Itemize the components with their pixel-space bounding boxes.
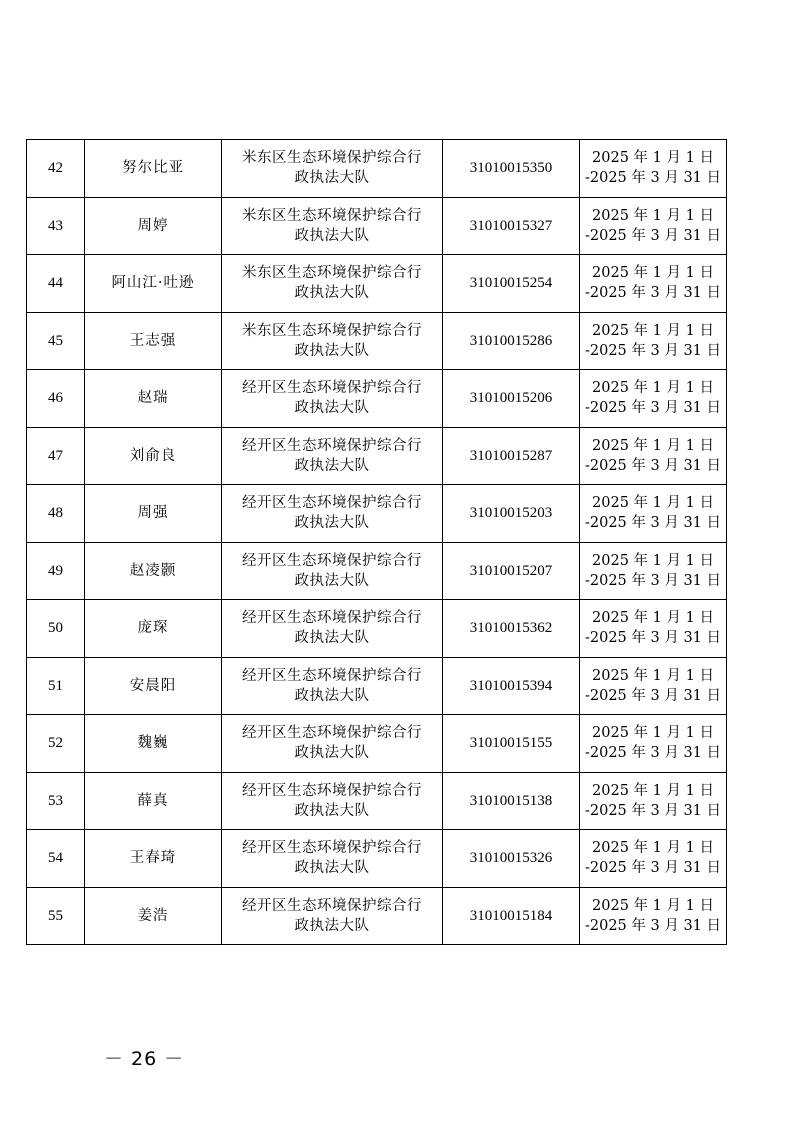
period-start: 2025 年 1 月 1 日	[592, 380, 714, 397]
table-body	[27, 140, 727, 945]
row-number-cell	[27, 772, 85, 830]
unit-line-2: 政执法大队	[294, 342, 370, 359]
period-start: 2025 年 1 月 1 日	[592, 207, 714, 224]
unit-line-2: 政执法大队	[294, 515, 370, 532]
period-end: -2025 年 3 月 31 日	[584, 227, 722, 244]
certificate-number: 31010015362	[469, 620, 553, 637]
name-cell	[85, 197, 222, 255]
row-number: 47	[48, 447, 63, 464]
validity-period-cell	[580, 542, 727, 600]
period-start: 2025 年 1 月 1 日	[592, 495, 714, 512]
period-end: -2025 年 3 月 31 日	[584, 515, 722, 532]
unit-line-1: 经开区生态环境保护综合行	[242, 380, 422, 397]
period-end: -2025 年 3 月 31 日	[584, 400, 722, 417]
period-start: 2025 年 1 月 1 日	[592, 840, 714, 857]
validity-period-cell	[580, 197, 727, 255]
unit-line-1: 米东区生态环境保护综合行	[242, 322, 422, 339]
name-cell	[85, 485, 222, 543]
period-start: 2025 年 1 月 1 日	[592, 150, 714, 167]
certificate-number: 31010015155	[469, 735, 553, 752]
certificate-number-cell	[443, 830, 580, 888]
period-end: -2025 年 3 月 31 日	[584, 917, 722, 934]
unit-line-1: 米东区生态环境保护综合行	[242, 265, 422, 282]
unit-cell	[222, 657, 443, 715]
row-number-cell	[27, 197, 85, 255]
unit-cell	[222, 887, 443, 945]
certificate-number: 31010015207	[469, 562, 553, 579]
row-number-cell	[27, 485, 85, 543]
unit-line-1: 经开区生态环境保护综合行	[242, 840, 422, 857]
period-start: 2025 年 1 月 1 日	[592, 897, 714, 914]
person-name: 赵瑞	[137, 390, 169, 407]
period-start: 2025 年 1 月 1 日	[592, 725, 714, 742]
table-row	[27, 830, 727, 888]
table-row	[27, 312, 727, 370]
unit-line-1: 米东区生态环境保护综合行	[242, 150, 422, 167]
unit-line-2: 政执法大队	[294, 802, 370, 819]
certificate-number-cell	[443, 715, 580, 773]
unit-line-2: 政执法大队	[294, 285, 370, 302]
person-name: 王志强	[129, 332, 177, 349]
period-end: -2025 年 3 月 31 日	[584, 572, 722, 589]
person-name: 周婷	[137, 217, 169, 234]
unit-line-1: 经开区生态环境保护综合行	[242, 667, 422, 684]
validity-period-cell	[580, 427, 727, 485]
unit-cell	[222, 715, 443, 773]
unit-line-2: 政执法大队	[294, 572, 370, 589]
table-row	[27, 657, 727, 715]
row-number: 53	[48, 792, 63, 809]
unit-line-2: 政执法大队	[294, 860, 370, 877]
validity-period-cell	[580, 255, 727, 313]
person-name: 安晨阳	[129, 677, 177, 694]
unit-line-1: 经开区生态环境保护综合行	[242, 725, 422, 742]
period-end: -2025 年 3 月 31 日	[584, 457, 722, 474]
certificate-number-cell	[443, 657, 580, 715]
unit-line-1: 经开区生态环境保护综合行	[242, 610, 422, 627]
certificate-number: 31010015203	[469, 505, 553, 522]
unit-line-2: 政执法大队	[294, 630, 370, 647]
row-number: 50	[48, 620, 63, 637]
person-name: 魏巍	[137, 735, 169, 752]
unit-line-1: 经开区生态环境保护综合行	[242, 897, 422, 914]
certificate-number-cell	[443, 255, 580, 313]
unit-cell	[222, 485, 443, 543]
row-number-cell	[27, 600, 85, 658]
unit-line-2: 政执法大队	[294, 457, 370, 474]
certificate-number: 31010015326	[469, 850, 553, 867]
row-number: 46	[48, 390, 63, 407]
unit-cell	[222, 600, 443, 658]
row-number: 51	[48, 677, 63, 694]
validity-period-cell	[580, 772, 727, 830]
name-cell	[85, 312, 222, 370]
period-start: 2025 年 1 月 1 日	[592, 667, 714, 684]
row-number: 42	[48, 160, 63, 177]
period-end: -2025 年 3 月 31 日	[584, 687, 722, 704]
period-start: 2025 年 1 月 1 日	[592, 610, 714, 627]
row-number-cell	[27, 312, 85, 370]
period-start: 2025 年 1 月 1 日	[592, 265, 714, 282]
certificate-number-cell	[443, 600, 580, 658]
table-row	[27, 542, 727, 600]
row-number: 52	[48, 735, 63, 752]
certificate-number-cell	[443, 370, 580, 428]
period-start: 2025 年 1 月 1 日	[592, 782, 714, 799]
period-end: -2025 年 3 月 31 日	[584, 802, 722, 819]
table-row	[27, 772, 727, 830]
person-name: 周强	[137, 505, 169, 522]
period-end: -2025 年 3 月 31 日	[584, 745, 722, 762]
unit-cell	[222, 427, 443, 485]
name-cell	[85, 542, 222, 600]
unit-cell	[222, 772, 443, 830]
name-cell	[85, 657, 222, 715]
row-number: 43	[48, 217, 63, 234]
table-row	[27, 197, 727, 255]
certificate-number: 31010015206	[469, 390, 553, 407]
certificate-number: 31010015287	[469, 447, 553, 464]
period-end: -2025 年 3 月 31 日	[584, 170, 722, 187]
validity-period-cell	[580, 887, 727, 945]
person-name: 赵凌颢	[129, 562, 177, 579]
name-cell	[85, 255, 222, 313]
certificate-number: 31010015350	[469, 160, 553, 177]
row-number-cell	[27, 887, 85, 945]
row-number: 49	[48, 562, 63, 579]
person-name: 薛真	[137, 792, 169, 809]
unit-cell	[222, 542, 443, 600]
validity-period-cell	[580, 600, 727, 658]
unit-cell	[222, 255, 443, 313]
certificate-number-cell	[443, 542, 580, 600]
unit-cell	[222, 312, 443, 370]
table-row	[27, 255, 727, 313]
person-name: 努尔比亚	[122, 160, 184, 177]
unit-cell	[222, 370, 443, 428]
row-number-cell	[27, 427, 85, 485]
period-start: 2025 年 1 月 1 日	[592, 437, 714, 454]
table-row	[27, 600, 727, 658]
unit-line-2: 政执法大队	[294, 227, 370, 244]
row-number-cell	[27, 715, 85, 773]
unit-line-2: 政执法大队	[294, 745, 370, 762]
table-row	[27, 370, 727, 428]
unit-line-2: 政执法大队	[294, 400, 370, 417]
period-end: -2025 年 3 月 31 日	[584, 860, 722, 877]
unit-line-2: 政执法大队	[294, 687, 370, 704]
certificate-number: 31010015184	[469, 907, 553, 924]
name-cell	[85, 140, 222, 198]
row-number: 44	[48, 275, 63, 292]
person-name: 王春琦	[129, 850, 177, 867]
page-number: － 26 －	[104, 1048, 185, 1070]
unit-line-1: 经开区生态环境保护综合行	[242, 437, 422, 454]
certificate-number: 31010015286	[469, 332, 553, 349]
unit-cell	[222, 830, 443, 888]
certificate-number: 31010015254	[469, 275, 553, 292]
person-name: 阿山江·吐逊	[111, 275, 195, 292]
unit-cell	[222, 197, 443, 255]
period-end: -2025 年 3 月 31 日	[584, 342, 722, 359]
name-cell	[85, 370, 222, 428]
row-number-cell	[27, 542, 85, 600]
name-cell	[85, 830, 222, 888]
personnel-table	[26, 139, 727, 945]
period-start: 2025 年 1 月 1 日	[592, 552, 714, 569]
row-number: 48	[48, 505, 63, 522]
name-cell	[85, 887, 222, 945]
table-row	[27, 887, 727, 945]
validity-period-cell	[580, 485, 727, 543]
table-row	[27, 485, 727, 543]
row-number-cell	[27, 657, 85, 715]
person-name: 庞琛	[137, 620, 169, 637]
row-number: 54	[48, 850, 63, 867]
certificate-number-cell	[443, 140, 580, 198]
period-start: 2025 年 1 月 1 日	[592, 322, 714, 339]
person-name: 姜浩	[137, 907, 169, 924]
certificate-number-cell	[443, 887, 580, 945]
name-cell	[85, 427, 222, 485]
validity-period-cell	[580, 715, 727, 773]
unit-line-1: 米东区生态环境保护综合行	[242, 207, 422, 224]
table-row	[27, 427, 727, 485]
row-number: 45	[48, 332, 63, 349]
name-cell	[85, 600, 222, 658]
unit-line-1: 经开区生态环境保护综合行	[242, 495, 422, 512]
certificate-number: 31010015394	[469, 677, 553, 694]
unit-cell	[222, 140, 443, 198]
unit-line-2: 政执法大队	[294, 170, 370, 187]
period-end: -2025 年 3 月 31 日	[584, 285, 722, 302]
row-number-cell	[27, 140, 85, 198]
name-cell	[85, 715, 222, 773]
certificate-number: 31010015138	[469, 792, 553, 809]
row-number: 55	[48, 907, 63, 924]
certificate-number-cell	[443, 485, 580, 543]
certificate-number-cell	[443, 772, 580, 830]
row-number-cell	[27, 370, 85, 428]
validity-period-cell	[580, 657, 727, 715]
table-row	[27, 140, 727, 198]
row-number-cell	[27, 255, 85, 313]
row-number-cell	[27, 830, 85, 888]
certificate-number-cell	[443, 427, 580, 485]
unit-line-1: 经开区生态环境保护综合行	[242, 552, 422, 569]
person-name: 刘俞良	[129, 447, 177, 464]
period-end: -2025 年 3 月 31 日	[584, 630, 722, 647]
table-row	[27, 715, 727, 773]
validity-period-cell	[580, 370, 727, 428]
unit-line-1: 经开区生态环境保护综合行	[242, 782, 422, 799]
validity-period-cell	[580, 830, 727, 888]
name-cell	[85, 772, 222, 830]
validity-period-cell	[580, 140, 727, 198]
validity-period-cell	[580, 312, 727, 370]
certificate-number: 31010015327	[469, 217, 553, 234]
certificate-number-cell	[443, 312, 580, 370]
unit-line-2: 政执法大队	[294, 917, 370, 934]
certificate-number-cell	[443, 197, 580, 255]
